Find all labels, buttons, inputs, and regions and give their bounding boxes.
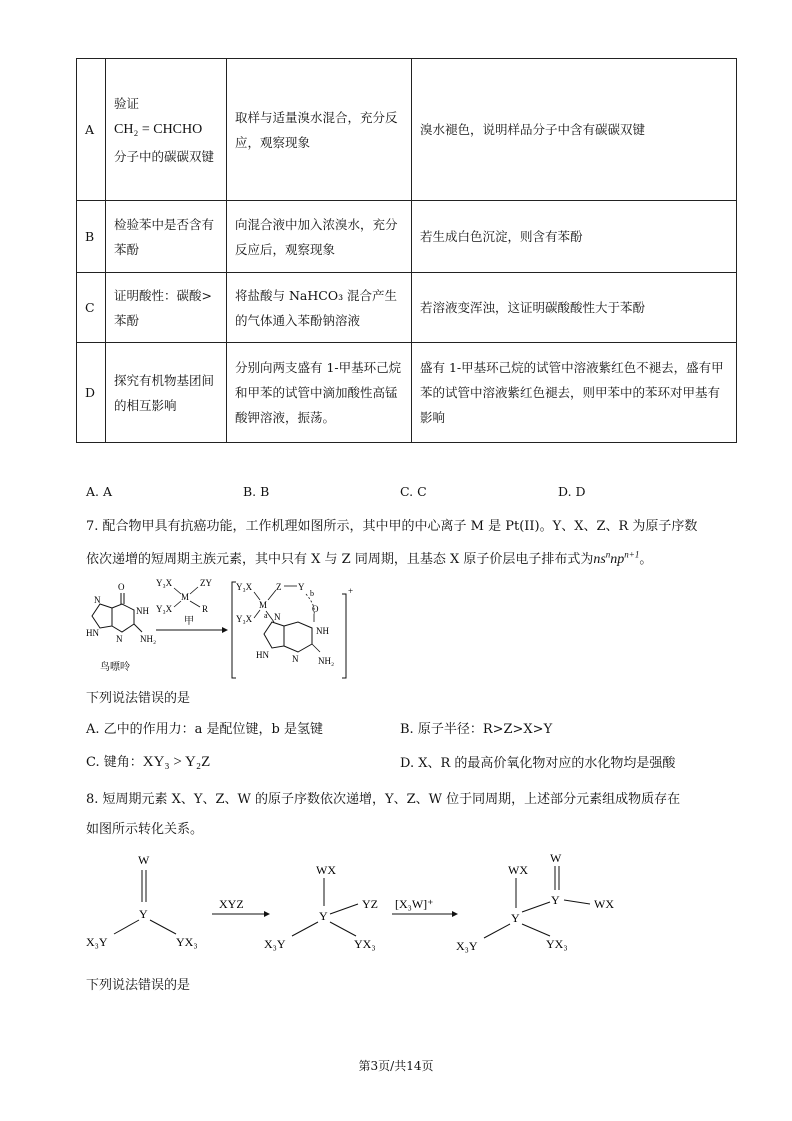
row-operation: 将盐酸与 NaHCO₃ 混合产生的气体通入苯酚钠溶液 (227, 273, 412, 343)
atom-label: Y (319, 909, 328, 923)
q8-line2: 如图所示转化关系。 (86, 822, 204, 837)
table-row (77, 201, 737, 273)
q7-line2 (86, 548, 652, 568)
table-row (77, 343, 737, 443)
formula: CH₂ = CHCHO (114, 121, 203, 137)
q7-option-c (86, 751, 210, 771)
molecule-3 (456, 851, 614, 953)
q7-option-d: D. X、R 的最高价氧化物对应的水化物均是强酸 (400, 756, 676, 771)
purpose-text: 分子中的碳碳双键 (114, 148, 215, 164)
reagent-label: XYZ (219, 897, 244, 911)
q8-line1: 8. 短周期元素 X、Y、Z、W 的原子序数依次递增，Y、Z、W 位于同周期，上述部分元素组成物质存在 (86, 792, 681, 807)
charge-label: + (348, 586, 354, 596)
atom-label: R (202, 604, 209, 614)
row-operation: 向混合液中加入浓溴水，充分反应后，观察现象 (227, 201, 412, 273)
config-n1: n (605, 549, 611, 560)
atom-label: NH (136, 606, 149, 616)
atom-label: YX₃ (546, 937, 568, 951)
q7-line1: 7. 配合物甲具有抗癌功能，工作机理如图所示，其中甲的中心离子 M 是 Pt(II)。Y、X、Z、R 为原子序数 (86, 519, 698, 534)
atom-label: X₃Y (264, 937, 286, 951)
atom-label: X₃Y (456, 939, 478, 953)
bracket-left (232, 582, 236, 678)
bond-label: b (310, 589, 314, 598)
row-conclusion: 盛有 1-甲基环己烷的试管中溶液紫红色不褪去，盛有甲苯的试管中溶液紫红色褪去，则甲苯中的苯环对甲基有影响 (412, 343, 737, 443)
atom-label: X₃Y (86, 935, 108, 949)
atom-label: O (118, 582, 125, 592)
atom-label: N (274, 612, 281, 622)
q7-line2-text: 依次递增的短周期主族元素，其中只有 X 与 Z 同周期，且基态 X 原子价层电子排布式为 (86, 552, 594, 567)
config-np: np (610, 552, 625, 567)
row-operation: 分别向两支盛有 1-甲基环己烷和甲苯的试管中滴加酸性高锰酸钾溶液，振荡。 (227, 343, 412, 443)
page-footer: 第3页/共14页 (358, 1059, 434, 1073)
guanine-label: 鸟嘌呤 (100, 662, 130, 673)
choice-b: B. B (243, 484, 270, 499)
row-purpose: 检验苯中是否含有苯酚 (106, 201, 227, 273)
atom-label: Y (551, 893, 560, 907)
row-conclusion: 溴水褪色，说明样品分子中含有碳碳双键 (412, 59, 737, 201)
guanine-structure (86, 582, 156, 673)
choice-d: D. D (558, 484, 586, 499)
q8-transformation-figure (84, 850, 644, 960)
atom-label: NH₂ (140, 634, 157, 644)
row-purpose: 证明酸性：碳酸>苯酚 (106, 273, 227, 343)
atom-label: NH (316, 626, 329, 636)
atom-label: Z (276, 582, 282, 592)
molecule-2 (264, 863, 378, 951)
choice-c: C. C (400, 484, 427, 499)
config-n2: n+1 (624, 549, 640, 560)
atom-label: NH₂ (318, 656, 335, 666)
table-row (77, 59, 737, 201)
atom-label: Y₃X (156, 604, 173, 614)
row-conclusion: 若溶液变浑浊，这证明碳酸酸性大于苯酚 (412, 273, 737, 343)
atom-label: O (312, 604, 319, 614)
row-label: B (77, 201, 106, 273)
atom-label: WX (316, 863, 336, 877)
atom-label: W (550, 851, 562, 865)
atom-label: YX₃ (176, 935, 198, 949)
atom-label: HN (256, 650, 269, 660)
atom-label: Y (139, 907, 148, 921)
q7-line2-end: 。 (639, 552, 653, 567)
electron-config (593, 549, 640, 567)
molecule-1 (86, 853, 198, 949)
atom-label: YZ (362, 897, 378, 911)
q7-prompt: 下列说法错误的是 (86, 691, 191, 706)
purpose-text: 验证 (114, 95, 140, 111)
q7-option-a: A. 乙中的作用力：a 是配位键，b 是氢键 (86, 722, 323, 737)
arrow-head (222, 627, 228, 633)
row-label: D (77, 343, 106, 443)
atom-label: M (181, 592, 190, 602)
row-label: A (77, 59, 106, 201)
reagent-label: [X₃W]⁺ (395, 897, 434, 911)
atom-label: HN (86, 628, 99, 638)
q7-option-b: B. 原子半径：R>Z>X>Y (400, 722, 553, 737)
choice-a: A. A (86, 484, 113, 499)
table-row (77, 273, 737, 343)
atom-label: M (259, 600, 268, 610)
row-purpose (106, 59, 227, 201)
complex-yi (232, 582, 353, 678)
atom-label: N (292, 654, 299, 664)
q7-reaction-figure (84, 574, 384, 684)
atom-label: ZY (200, 578, 212, 588)
config-ns: ns (593, 552, 606, 567)
jia-label: 甲 (184, 616, 194, 627)
row-conclusion: 若生成白色沉淀，则含有苯酚 (412, 201, 737, 273)
atom-label: Y (298, 582, 305, 592)
bond-label: a (264, 611, 268, 620)
atom-label: N (116, 634, 123, 644)
row-operation: 取样与适量溴水混合，充分反应，观察现象 (227, 59, 412, 201)
bond-angle-formula: XY₃ > Y₂Z (142, 754, 211, 770)
q7-option-c-text: C. 键角： (86, 755, 143, 770)
atom-label: YX₃ (354, 937, 376, 951)
row-purpose: 探究有机物基团间的相互影响 (106, 343, 227, 443)
atom-label: WX (508, 863, 528, 877)
atom-label: Y (511, 911, 520, 925)
atom-label: WX (594, 897, 614, 911)
row-label: C (77, 273, 106, 343)
experiment-table (76, 58, 737, 443)
atom-label: N (94, 595, 101, 605)
arrow-head (452, 911, 458, 917)
atom-label: Y₃X (236, 582, 253, 592)
q8-prompt: 下列说法错误的是 (86, 978, 191, 993)
bracket-right (342, 594, 346, 678)
complex-jia (156, 578, 212, 627)
atom-label: Y₃X (236, 614, 253, 624)
atom-label: Y₃X (156, 578, 173, 588)
atom-label: W (138, 853, 150, 867)
arrow-head (264, 911, 270, 917)
